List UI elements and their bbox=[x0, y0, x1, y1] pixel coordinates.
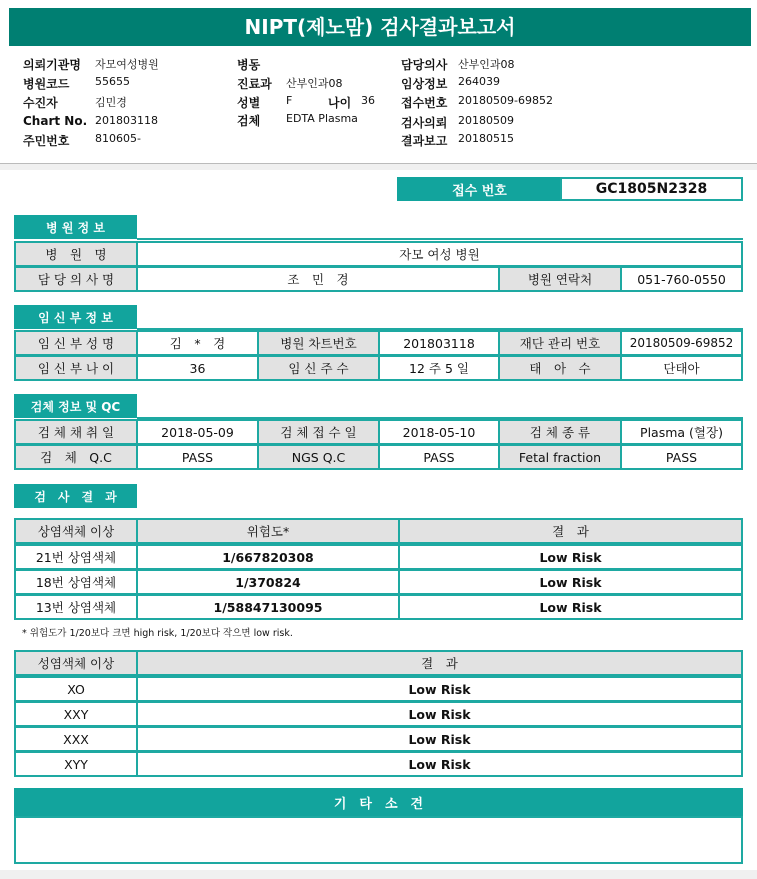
hospital-chart-label: 병원 차트번호 bbox=[257, 330, 380, 356]
fetus-count-value: 단태아 bbox=[620, 355, 743, 381]
specimen-type-value: Plasma (혈장) bbox=[620, 419, 743, 445]
autosome-header-risk: 위험도* bbox=[136, 518, 400, 544]
other-findings-box bbox=[14, 816, 743, 864]
ordering-institution-value: 자모여성병원 bbox=[95, 58, 159, 71]
sex-value: F bbox=[286, 94, 293, 107]
collect-date-label: 검 체 채 취 일 bbox=[14, 419, 138, 445]
other-findings-section: 기 타 소 견 bbox=[14, 788, 743, 817]
table-row-result: Low Risk bbox=[398, 544, 743, 570]
resident-no-value: 810605- bbox=[95, 132, 141, 145]
table-row-name: XO bbox=[14, 676, 138, 702]
autosome-header-result: 결 과 bbox=[398, 518, 743, 544]
test-request-value: 20180509 bbox=[458, 114, 514, 127]
pregnant-age-label: 임 신 부 나 이 bbox=[14, 355, 138, 381]
hospital-chart-value: 201803118 bbox=[378, 330, 500, 356]
table-row-result: Low Risk bbox=[136, 676, 743, 702]
specimen-qc-label: 검 체 Q.C bbox=[14, 444, 138, 470]
table-row-risk: 1/667820308 bbox=[136, 544, 400, 570]
receipt-value: GC1805N2328 bbox=[560, 177, 743, 201]
receipt-no-label: 접수번호 bbox=[401, 96, 448, 110]
result-report-label: 결과보고 bbox=[401, 134, 448, 148]
contact-value: 051-760-0550 bbox=[620, 266, 743, 292]
table-row-name: XYY bbox=[14, 751, 138, 777]
fetus-count-label: 태 아 수 bbox=[498, 355, 622, 381]
hospital-code-label: 병원코드 bbox=[23, 77, 70, 91]
pregnant-name-label: 임 신 부 성 명 bbox=[14, 330, 138, 356]
table-row-risk: 1/58847130095 bbox=[136, 594, 400, 620]
specimen-qc-section: 검체 정보 및 QC bbox=[14, 394, 137, 418]
table-row-result: Low Risk bbox=[136, 726, 743, 752]
sex-label: 성별 bbox=[237, 96, 261, 110]
ordering-institution-label: 의뢰기관명 bbox=[23, 58, 81, 72]
hospital-code-value: 55655 bbox=[95, 75, 130, 88]
contact-label: 병원 연락처 bbox=[498, 266, 622, 292]
age-value: 36 bbox=[361, 94, 375, 107]
department-label: 진료과 bbox=[237, 77, 272, 91]
foundation-no-label: 재단 관리 번호 bbox=[498, 330, 622, 356]
specimen-label: 검체 bbox=[237, 114, 261, 128]
pregnant-name-value: 김 * 경 bbox=[136, 330, 259, 356]
hospital-info-section: 병 원 정 보 bbox=[14, 215, 137, 239]
doctor-label: 담 당 의 사 명 bbox=[14, 266, 138, 292]
doctor-value: 조 민 경 bbox=[136, 266, 500, 292]
table-row-result: Low Risk bbox=[398, 594, 743, 620]
table-row-name: 21번 상염색체 bbox=[14, 544, 138, 570]
chart-no-label: Chart No. bbox=[23, 114, 88, 128]
table-row-result: Low Risk bbox=[136, 751, 743, 777]
receive-date-value: 2018-05-10 bbox=[378, 419, 500, 445]
hospital-name-value: 자모 여성 병원 bbox=[136, 241, 743, 267]
section-line bbox=[137, 238, 743, 240]
title-bar bbox=[0, 0, 757, 46]
table-row-name: 13번 상염색체 bbox=[14, 594, 138, 620]
risk-footnote: * 위험도가 1/20보다 크면 high risk, 1/20보다 작으면 low risk. bbox=[22, 628, 293, 639]
sex-chromosome-header-name: 성염색체 이상 bbox=[14, 650, 138, 676]
sex-chromosome-header-result: 결 과 bbox=[136, 650, 743, 676]
examinee-label: 수진자 bbox=[23, 96, 58, 110]
physician-value: 산부인과08 bbox=[458, 58, 515, 71]
collect-date-value: 2018-05-09 bbox=[136, 419, 259, 445]
examinee-value: 김민경 bbox=[95, 96, 127, 109]
receipt-no-value: 20180509-69852 bbox=[458, 94, 553, 107]
specimen-type-label: 검 체 종 류 bbox=[498, 419, 622, 445]
report-title: NIPT(제노맘) 검사결과보고서 bbox=[9, 8, 751, 46]
gestation-weeks-label: 임 신 주 수 bbox=[257, 355, 380, 381]
resident-no-label: 주민번호 bbox=[23, 134, 70, 148]
autosome-header-name: 상염색체 이상 bbox=[14, 518, 138, 544]
clinical-info-value: 264039 bbox=[458, 75, 500, 88]
table-row-result: Low Risk bbox=[398, 569, 743, 595]
ngs-qc-value: PASS bbox=[378, 444, 500, 470]
ward-label: 병동 bbox=[237, 58, 261, 72]
physician-label: 담당의사 bbox=[401, 58, 448, 72]
clinical-info-label: 임상정보 bbox=[401, 77, 448, 91]
chart-no-value: 201803118 bbox=[95, 114, 158, 127]
table-row-risk: 1/370824 bbox=[136, 569, 400, 595]
table-row-name: 18번 상염색체 bbox=[14, 569, 138, 595]
specimen-value: EDTA Plasma bbox=[286, 112, 358, 125]
receipt-label: 접수 번호 bbox=[397, 177, 562, 201]
table-row-result: Low Risk bbox=[136, 701, 743, 727]
hospital-name-label: 병 원 명 bbox=[14, 241, 138, 267]
test-request-label: 검사의뢰 bbox=[401, 116, 448, 130]
specimen-qc-value: PASS bbox=[136, 444, 259, 470]
table-row-name: XXX bbox=[14, 726, 138, 752]
fetal-fraction-value: PASS bbox=[620, 444, 743, 470]
result-report-value: 20180515 bbox=[458, 132, 514, 145]
pregnant-age-value: 36 bbox=[136, 355, 259, 381]
gestation-weeks-value: 12 주 5 일 bbox=[378, 355, 500, 381]
pregnant-info-section: 임 신 부 정 보 bbox=[14, 305, 137, 329]
department-value: 산부인과08 bbox=[286, 77, 343, 90]
age-label: 나이 bbox=[328, 96, 352, 110]
fetal-fraction-label: Fetal fraction bbox=[498, 444, 622, 470]
receive-date-label: 검 체 접 수 일 bbox=[257, 419, 380, 445]
results-section: 검 사 결 과 bbox=[14, 484, 137, 508]
ngs-qc-label: NGS Q.C bbox=[257, 444, 380, 470]
report-header bbox=[0, 46, 757, 164]
foundation-no-value: 20180509-69852 bbox=[620, 330, 743, 356]
table-row-name: XXY bbox=[14, 701, 138, 727]
